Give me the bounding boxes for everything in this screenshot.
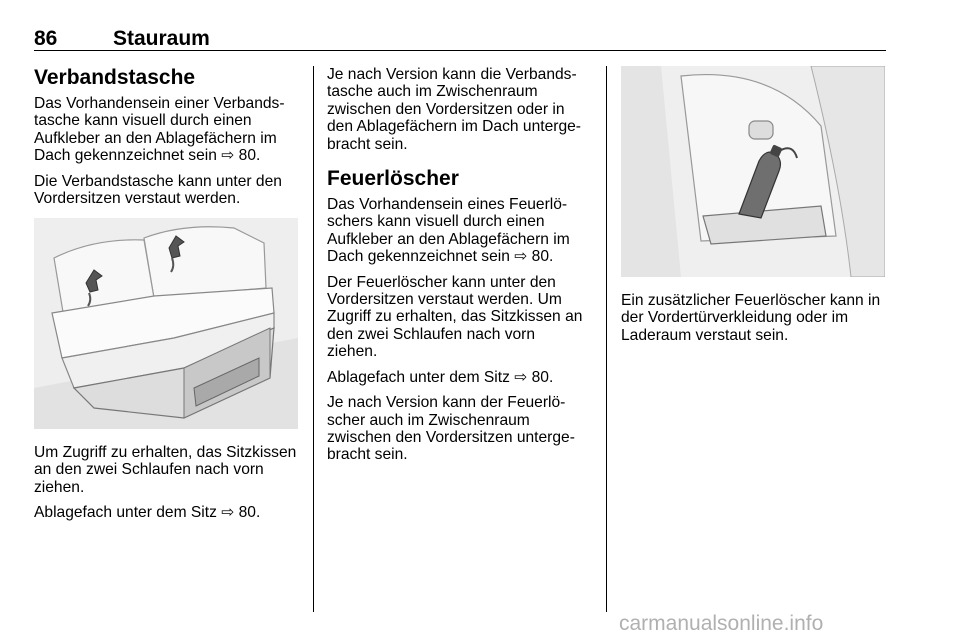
column-divider [313,66,314,612]
paragraph: Je nach Version kann der Feuerlö- scher auch im Zwischenraum zwischen den Vordersitzen unterge- bracht sein. [327,394,575,464]
paragraph: Ablagefach unter dem Sitz ⇨ 80. [34,504,261,522]
heading-first-aid-kit: Verbandstasche [34,66,196,89]
page-number: 86 [34,27,58,50]
watermark: carmanualsonline.info [619,612,824,635]
header-rule [34,50,886,51]
seat-illustration [34,218,298,429]
paragraph: Ablagefach unter dem Sitz ⇨ 80. [327,368,554,386]
paragraph: Das Vorhandensein einer Verbands- tasche kann visuell durch einen Aufkleber an den Ablagefächern im Dach gekennzeichnet sein ⇨ 80. [34,95,285,165]
door-drawing [621,66,885,277]
door-extinguisher-illustration [621,66,885,277]
paragraph: Ein zusätzlicher Feuerlöscher kann in der Vordertürverkleidung oder im Laderaum verstaut sein. [621,292,881,344]
column-2 [327,66,593,472]
column-1 [34,66,300,215]
section-title: Stauraum [113,27,210,50]
seat-drawing [34,218,298,429]
page-header [34,27,886,51]
column-1-bottom [34,444,300,530]
paragraph: Das Vorhandensein eines Feuerlö- schers kann visuell durch einen Aufkleber an den Ablagefächern im Dach gekennzeichnet sein ⇨ 80. [327,196,570,266]
paragraph: Je nach Version kann die Verbands- tasche auch im Zwischenraum zwischen den Vordersitzen oder in den Ablagefächern im Dach unterge- bracht sein. [327,66,581,153]
column-3-text [621,292,887,352]
paragraph: Um Zugriff zu erhalten, das Sitzkissen an den zwei Schlaufen nach vorn ziehen. [34,444,297,496]
heading-fire-extinguisher: Feuerlöscher [327,167,459,191]
paragraph: Die Verbandstasche kann unter den Vordersitzen verstaut werden. [34,172,282,208]
paragraph: Der Feuerlöscher kann unter den Vordersitzen verstaut werden. Um Zugriff zu erhalten, das Sitzkissen an den zwei Schlaufen nach vorn ziehen. [327,273,583,361]
column-divider [606,66,607,612]
